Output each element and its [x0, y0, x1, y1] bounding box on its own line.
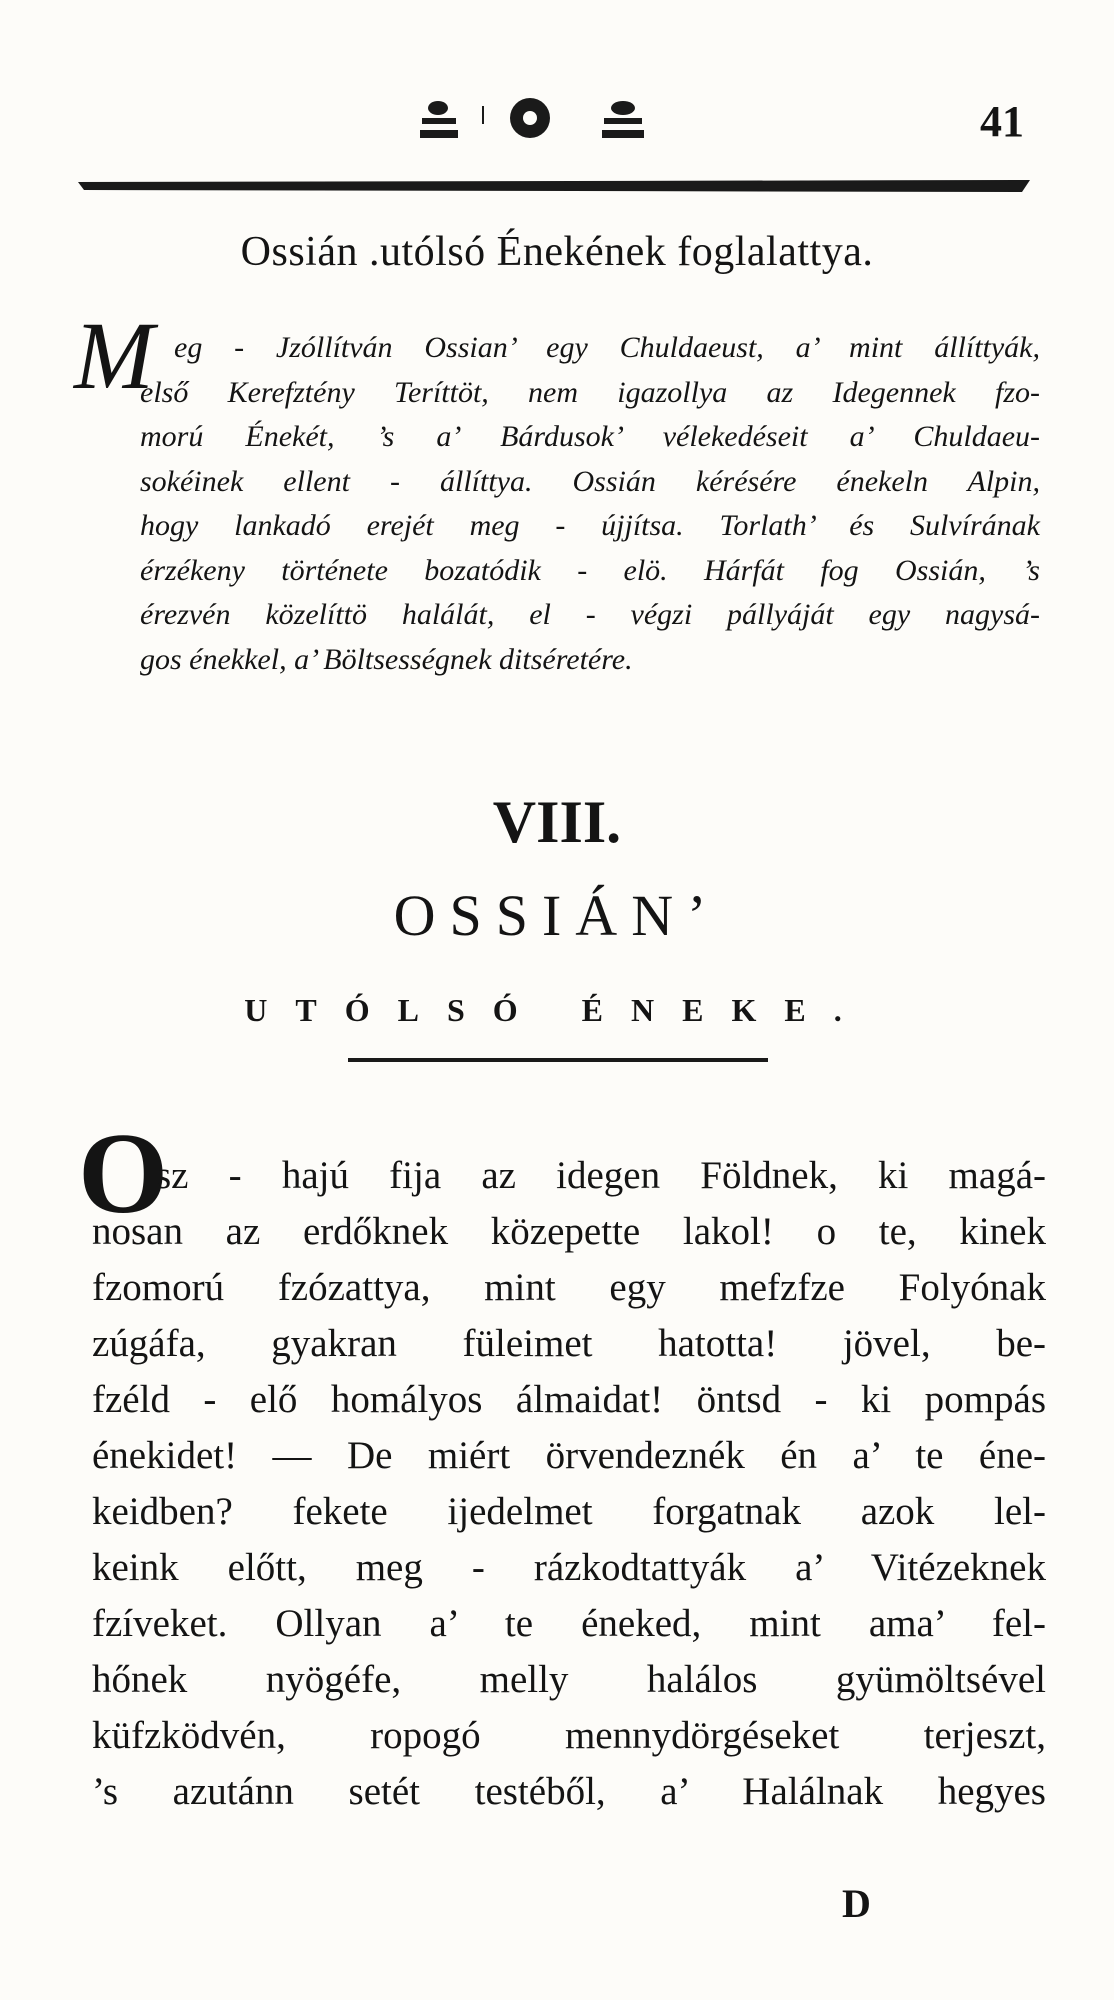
summary-line: első Kerefztény Teríttöt, nem igazollya az Idegennek fzo-	[140, 375, 1040, 409]
catchword: D	[842, 1881, 871, 1926]
page-number: 41	[980, 97, 1024, 146]
body-line: ’s azutánn setét testéből, a’ Halálnak hegyes	[92, 1770, 1046, 1813]
summary-line: gos énekkel, a’ Böltsességnek ditséretére.	[140, 642, 633, 676]
body-line: fzíveket. Ollyan a’ te éneked, mint ama’ fel-	[92, 1602, 1046, 1645]
left-flower-ornament	[420, 101, 458, 138]
summary-line: hogy lankadó erejét meg - újjítsa. Torlath’ és Sulvírának	[140, 509, 1040, 542]
body-dropcap: O	[78, 1110, 169, 1238]
body-line: hőnek nyögéfe, melly halálos gyümöltsével	[92, 1658, 1046, 1701]
summary-line: érezvén közelíttö halálát, el - végzi pállyáját egy nagysá-	[140, 598, 1040, 631]
summary-line: érzékeny története bozatódik - elö. Hárfát fog Ossián, ’s	[140, 553, 1040, 587]
body-line: keink előtt, meg - rázkodtattyák a’ Vitézeknek	[92, 1546, 1046, 1589]
body-line: énekidet! — De miért örvendeznék én a’ te éne-	[92, 1434, 1046, 1477]
summary-line: eg - Jzóllítván Ossian’ egy Chuldaeust, a’ mint állíttyák,	[174, 331, 1040, 364]
chapter-rule	[348, 1056, 768, 1064]
body-line: sz - hajú fija az idegen Földnek, ki magá-	[156, 1154, 1046, 1197]
body-paragraph	[92, 1148, 1046, 1820]
header-rule	[78, 180, 1030, 192]
chapter-title: OSSIÁN’	[393, 883, 721, 948]
body-line: zúgáfa, gyakran füleimet hatotta! jövel, be-	[92, 1322, 1046, 1365]
body-line: nosan az erdőknek közepette lakol! o te, kinek	[92, 1210, 1046, 1253]
body-line: fzéld - elő homályos álmaidat! öntsd - ki pompás	[92, 1378, 1046, 1421]
printer-ornament	[418, 92, 688, 144]
summary-title: Ossián .utólsó Énekének foglalattya.	[240, 229, 874, 275]
chapter-subtitle: UTÓLSÓ ÉNEKE.	[244, 992, 870, 1028]
summary-line: sokéinek ellent - állíttya. Ossián kérésére énekeln Alpin,	[140, 464, 1040, 498]
summary-dropcap: M	[74, 302, 154, 409]
right-flower-ornament	[602, 101, 644, 138]
body-line: keidben? fekete ijedelmet forgatnak azok lel-	[92, 1490, 1046, 1533]
body-line: küfzködvén, ropogó mennydörgéseket terjeszt,	[92, 1714, 1046, 1757]
summary-line: morú Énekét, ’s a’ Bárdusok’ vélekedéseit a’ Chuldaeu-	[140, 420, 1040, 453]
summary-paragraph	[140, 326, 1040, 682]
chapter-number: VIII.	[492, 789, 622, 855]
center-rosette-ornament	[510, 98, 550, 138]
body-line: fzomorú fzózattya, mint egy mefzfze Folyónak	[92, 1266, 1046, 1309]
